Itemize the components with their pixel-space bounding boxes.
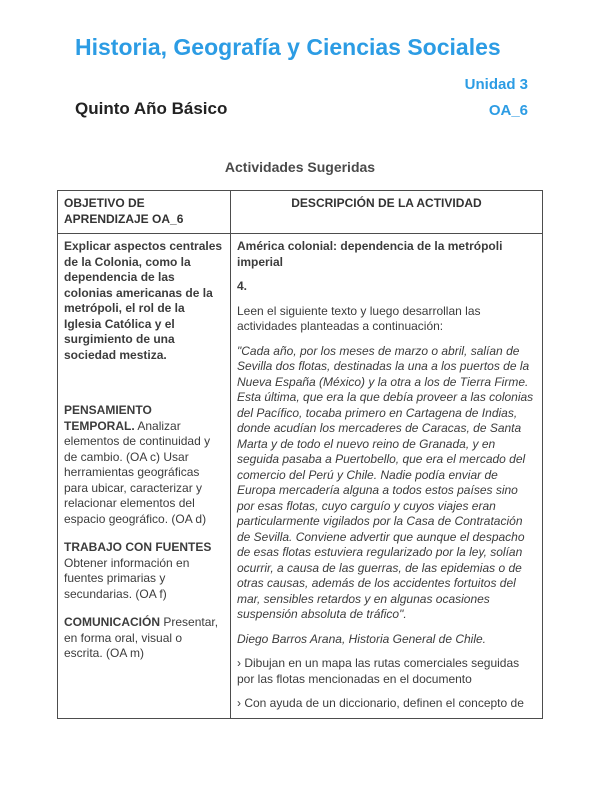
activity-intro: Leen el siguiente texto y luego desarrollan las actividades planteadas a continuación:: [237, 303, 481, 333]
table-header-row: [58, 191, 543, 234]
activity-bullet: › Con ayuda de un diccionario, definen el concepto de: [237, 696, 524, 710]
unit-label: Unidad 3: [464, 76, 528, 93]
document-title: Historia, Geografía y Ciencias Sociales: [75, 34, 501, 60]
column-header-objective: OBJETIVO DE APRENDIZAJE OA_6: [58, 191, 231, 234]
skill-text: Analizar elementos de continuidad y de cambio. (OA c) Usar herramientas geográficas para ubicar, caracterizar y relacionar elementos del espacio geográfico. (OA d): [64, 418, 211, 526]
activity-title: América colonial: dependencia de la metrópoli imperial: [237, 239, 503, 269]
activity-cell: [231, 234, 543, 719]
skill-comunicacion: [64, 615, 224, 662]
table-body-row: [58, 234, 543, 719]
activity-quote: "Cada año, por los meses de marzo o abril, salían de Sevilla dos flotas, destinadas la una a los puertos de la Nueva España (México) y la otra a los de Tierra Firme. Esta última, que era la que debía proveer a las colonias del Pacífico, tocaba primero en Cartagena de Indias, donde acudían los mercaderes de Caracas, de Santa Marta y de todo el nuevo reino de Granada, y en seguida pasaba a Puertobello, que era el mercado del comercio del Perú y Chile. Nadie podía enviar de Europa mercadería alguna a todos estos países sino por esas flotas, cuyo carguío y cuyos viajes eran particularmente vigilados por la Casa de Contratación de Sevilla. Conviene advertir que aunque el despacho de esas flotas estuviera regularizado por la ley, solían ocurrir, a causa de las guerras, de las epidemias o de otras causas, además de los accidentes fortuitos del mar, sensibles retardos y en algunas ocasiones suspensión absoluta de tráfico".: [237, 343, 534, 621]
activity-source-citation: Diego Barros Arana, Historia General de Chile.: [237, 631, 487, 646]
skill-trabajo-con-fuentes: [64, 540, 224, 602]
column-header-description: DESCRIPCIÓN DE LA ACTIVIDAD: [231, 191, 543, 234]
section-title: Actividades Sugeridas: [224, 159, 376, 175]
grade-label: Quinto Año Básico: [75, 99, 228, 118]
skill-label: COMUNICACIÓN: [64, 615, 160, 629]
oa-code-label: OA_6: [488, 102, 528, 119]
objective-cell: [58, 234, 231, 719]
skill-label: TRABAJO CON FUENTES: [64, 540, 212, 554]
skill-text: Presentar, en forma oral, visual o escrita. (OA m): [64, 615, 219, 660]
activities-table: [57, 190, 543, 719]
skill-pensamiento-temporal: [64, 403, 224, 527]
objective-main-text: Explicar aspectos centrales de la Colonia, como la dependencia de las colonias americanas de la metrópoli, el rol de la Iglesia Católica y el surgimiento de una sociedad mestiza.: [64, 239, 223, 362]
skill-text: Obtener información en fuentes primarias y secundarias. (OA f): [64, 555, 190, 601]
activity-number: 4.: [237, 279, 248, 293]
skill-label: PENSAMIENTO TEMPORAL.: [64, 403, 152, 433]
activity-bullet: › Dibujan en un mapa las rutas comerciales seguidas por las flotas mencionadas en el documento: [237, 656, 520, 686]
